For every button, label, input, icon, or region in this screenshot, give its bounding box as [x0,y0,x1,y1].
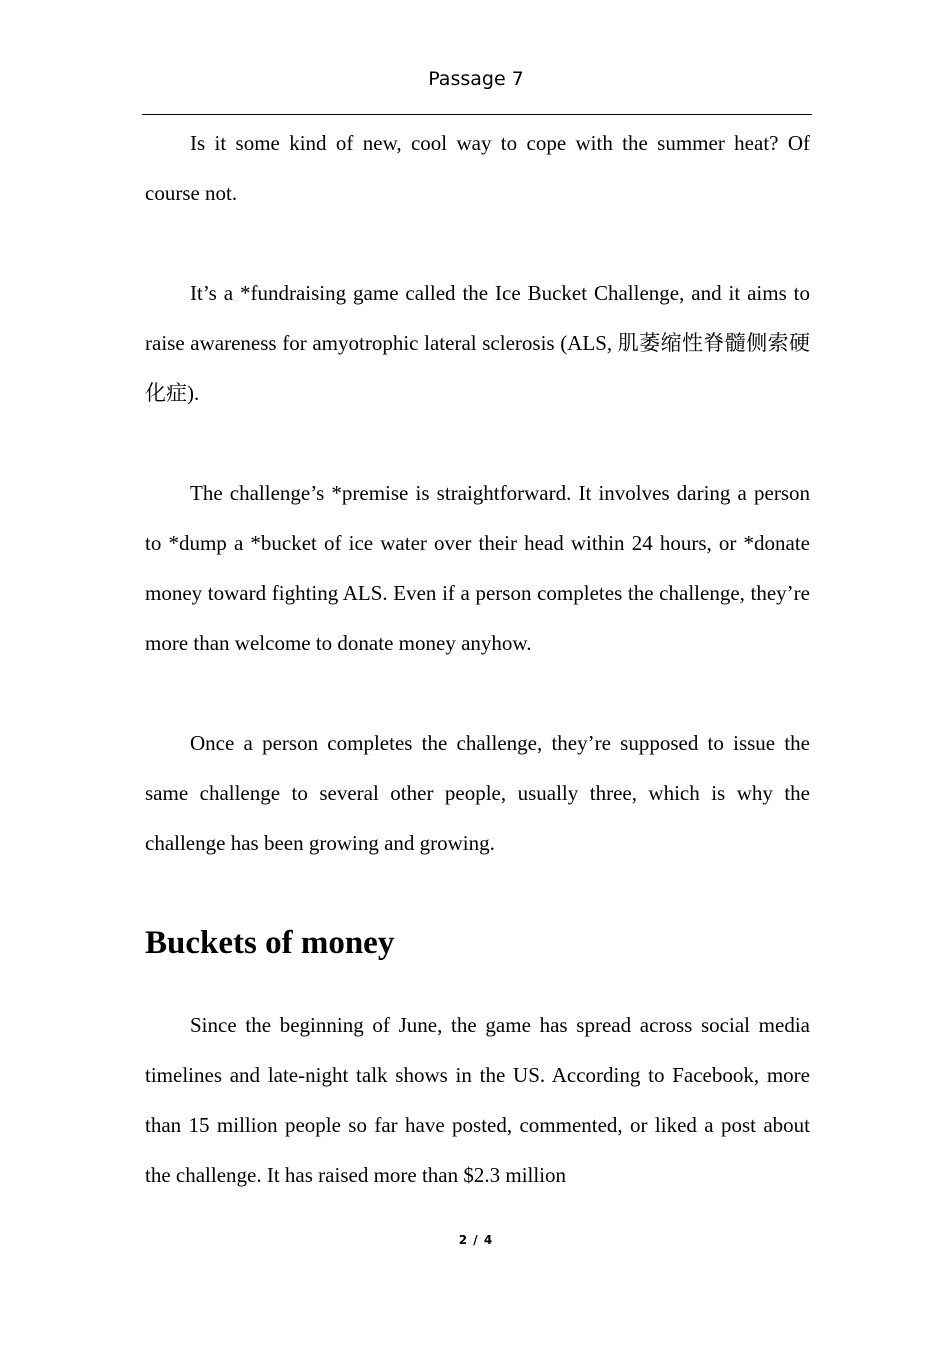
page-number: 2 / 4 [458,1233,494,1247]
section-heading: Buckets of money [145,925,395,961]
paragraph-4: Once a person completes the challenge, they’re supposed to issue the same challenge to several other people, usually three, which is why the challenge has been growing and growing. [145,731,810,855]
paragraph-2: It’s a *fundraising game called the Ice Bucket Challenge, and it aims to raise awareness for amyotrophic lateral sclerosis (ALS, 肌萎缩性脊髓侧索硬化症). [145,281,810,405]
paragraph-1: Is it some kind of new, cool way to cope with the summer heat? Of course not. [145,131,810,205]
document-body [145,118,810,1250]
page-header-title: Passage 7 [428,68,524,90]
header-divider [142,114,812,115]
paragraph-3: The challenge’s *premise is straightforward. It involves daring a person to *dump a *bucket of ice water over their head within 24 hours, or *donate money toward fighting ALS. Even if a person completes the challenge, they’re more than welcome to donate money anyhow. [145,481,810,655]
paragraph-5: Since the beginning of June, the game has spread across social media timelines and late-night talk shows in the US. According to Facebook, more than 15 million people so far have posted, commented, or liked a post about the challenge. It has raised more than $2.3 million [145,1013,810,1187]
